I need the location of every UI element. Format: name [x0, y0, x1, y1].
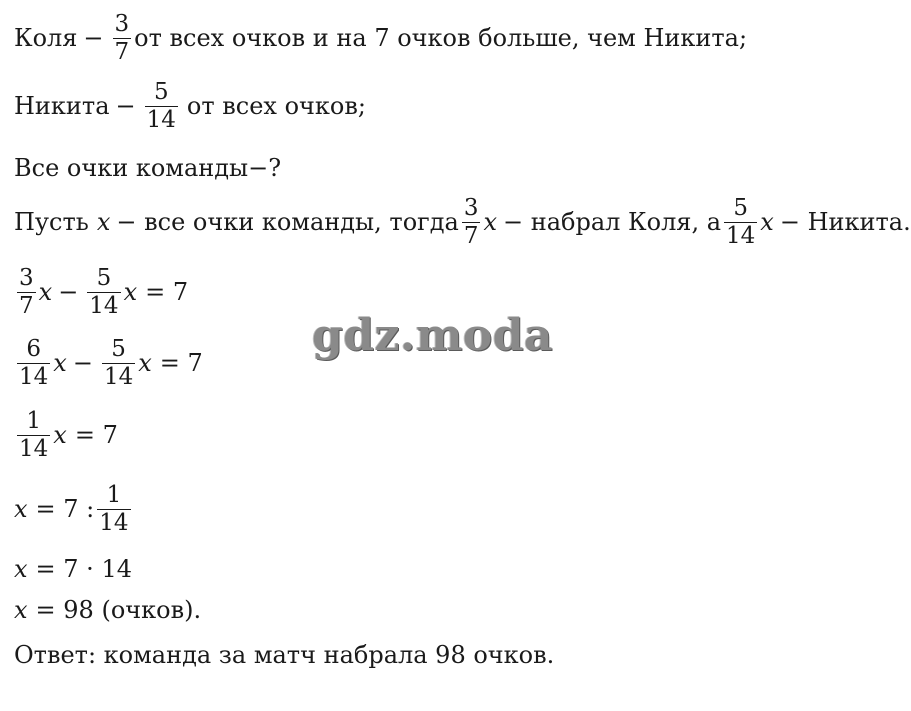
- fraction-denominator: 14: [99, 510, 129, 537]
- equation-rhs: = 7: [74, 421, 118, 450]
- kolya-text: от всех очков и на 7 очков больше, чем Никита;: [134, 24, 748, 53]
- equation-rhs: = 7 · 14: [35, 555, 132, 583]
- line-kolya: [14, 12, 747, 64]
- fraction-denominator: 14: [146, 107, 176, 134]
- variable-x: x: [53, 349, 67, 378]
- fraction-numerator: 3: [463, 195, 479, 221]
- fraction-denominator: 14: [19, 436, 49, 463]
- variable-x: x: [138, 349, 152, 378]
- fraction-nikita: [145, 80, 178, 132]
- equation-5: [14, 557, 132, 581]
- fraction-numerator: 1: [106, 482, 122, 508]
- fraction-numerator: 3: [114, 11, 130, 37]
- fraction-denominator: 7: [114, 39, 130, 66]
- kolya-name: Коля: [14, 24, 78, 53]
- fraction-numerator: 6: [26, 336, 41, 362]
- variable-x: x: [483, 208, 497, 237]
- fraction-numerator: 3: [19, 265, 34, 291]
- question-text: Все очки команды−?: [14, 154, 282, 182]
- fraction: [17, 409, 50, 461]
- variable-x: x: [760, 208, 774, 237]
- variable-x: x: [14, 596, 28, 624]
- fraction-kolya-share: [462, 196, 481, 248]
- variable-x: x: [14, 555, 28, 583]
- nikita-name: Никита: [14, 92, 110, 121]
- equation-6: [14, 598, 201, 622]
- equation-3: [14, 409, 118, 461]
- equation-lhs: = 7 :: [35, 495, 95, 524]
- variable-x: x: [96, 208, 111, 237]
- fraction: [102, 337, 135, 389]
- let-part3: − набрал Коля, а: [503, 208, 722, 237]
- fraction: [17, 266, 36, 318]
- fraction-denominator: 14: [19, 364, 49, 391]
- fraction: [17, 337, 50, 389]
- fraction-denominator: 14: [89, 293, 119, 320]
- equation-rhs: = 7: [159, 349, 203, 378]
- equation-4: [14, 483, 134, 535]
- answer-line: [14, 643, 554, 667]
- equation-rhs: = 98 (очков).: [35, 596, 202, 624]
- equation-rhs: = 7: [145, 278, 189, 307]
- fraction: [97, 483, 130, 535]
- equation-2: [14, 337, 203, 389]
- variable-x: x: [53, 421, 67, 450]
- equation-1: [14, 266, 188, 318]
- fraction-numerator: 1: [26, 408, 41, 434]
- let-part2: − все очки команды, тогда: [116, 208, 459, 237]
- watermark: gdz.moda: [312, 310, 554, 361]
- line-question: [14, 156, 281, 180]
- fraction-numerator: 5: [153, 79, 169, 105]
- fraction-denominator: 14: [726, 223, 756, 250]
- variable-x: x: [38, 278, 53, 307]
- answer-text: Ответ: команда за матч набрала 98 очков.: [14, 641, 555, 669]
- fraction-numerator: 5: [733, 195, 748, 221]
- line-let: [14, 196, 911, 248]
- minus-sign: −: [72, 349, 93, 378]
- fraction-denominator: 7: [463, 223, 479, 250]
- fraction-numerator: 5: [111, 336, 126, 362]
- minus-sign: −: [58, 278, 79, 307]
- fraction-nikita-share: [724, 196, 757, 248]
- variable-x: x: [123, 278, 138, 307]
- nikita-text: от всех очков;: [186, 92, 366, 121]
- fraction: [87, 266, 120, 318]
- let-part1: Пусть: [14, 208, 89, 237]
- variable-x: x: [14, 495, 28, 524]
- kolya-dash: −: [83, 24, 104, 53]
- fraction-denominator: 14: [103, 364, 134, 391]
- nikita-dash: −: [115, 92, 136, 121]
- let-part4: − Никита.: [779, 208, 911, 237]
- fraction-denominator: 7: [19, 293, 34, 320]
- line-nikita: [14, 80, 366, 132]
- fraction-numerator: 5: [96, 265, 112, 291]
- fraction-kolya: [113, 12, 132, 64]
